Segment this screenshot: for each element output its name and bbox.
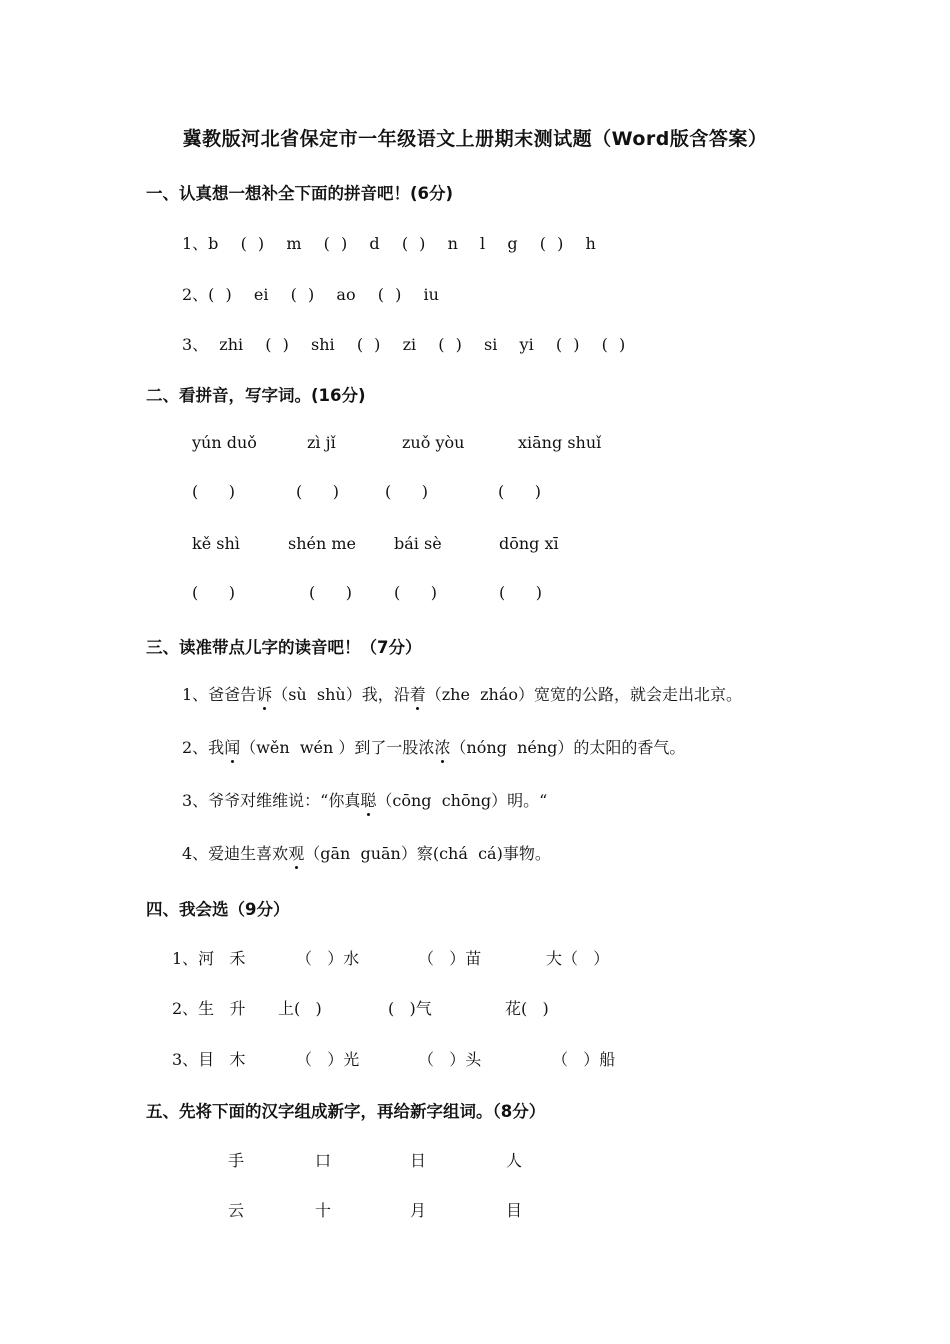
s4-row-3-blank: （ ）头 (418, 1050, 482, 1069)
answer-blank: ( ) (385, 482, 428, 501)
s5-char: 口 (315, 1151, 332, 1170)
s5-char: 云 (228, 1201, 245, 1220)
s5-char: 十 (315, 1201, 332, 1220)
section-2-heading: 二、看拼音，写字词。(16分) (146, 386, 366, 405)
s3-row-1: 1、爸爸告诉（sù shù）我，沿着（zhe zháo）宽宽的公路，就会走出北京。 (182, 682, 742, 705)
dotted-char: 着 (410, 682, 426, 705)
s3-row-4: 4、爱迪生喜欢观（gān guān）察(chá cá)事物。 (182, 841, 551, 864)
s4-row-3-chars: 3、目 木 (172, 1050, 246, 1069)
pinyin-zi-ji: zì jǐ (307, 433, 336, 452)
s4-row-1-blank: （ ）苗 (418, 949, 482, 968)
answer-blank: ( ) (296, 482, 339, 501)
answer-blank: ( ) (499, 583, 542, 602)
s5-char: 日 (410, 1151, 427, 1170)
s1-row-2: 2、( ) ei ( ) ao ( ) iu (182, 285, 439, 304)
pinyin-ke-shi: kě shì (192, 534, 240, 553)
s4-row-3-blank: （ ）光 (296, 1050, 360, 1069)
pinyin-shen-me: shén me (288, 534, 357, 553)
s1-row-3: 3、 zhi ( ) shi ( ) zi ( ) si yi ( ) ( ) (182, 335, 626, 354)
answer-blank: ( ) (309, 583, 352, 602)
s1-row-1: 1、b ( ) m ( ) d ( ) n l g ( ) h (182, 234, 596, 253)
s4-row-2-blank: ( )气 (388, 999, 432, 1018)
s4-row-2-chars: 2、生 升 (172, 999, 246, 1018)
pinyin-dong-xi: dōng xī (499, 534, 559, 553)
s5-char: 人 (506, 1151, 523, 1170)
section-1-heading: 一、认真想一想补全下面的拼音吧！(6分) (146, 184, 454, 203)
dotted-char: 闻 (224, 735, 240, 758)
section-3-heading: 三、读准带点儿字的读音吧！（7分） (146, 638, 422, 657)
s4-row-2-blank: 上( ) (278, 999, 322, 1018)
s3-row-3: 3、爷爷对维维说：“你真聪（cōng chōng）明。“ (182, 788, 547, 811)
s5-char: 目 (506, 1201, 523, 1220)
answer-blank: ( ) (192, 482, 235, 501)
dotted-char: 聪 (360, 788, 376, 811)
document-title: 冀教版河北省保定市一年级语文上册期末测试题（Word版含答案） (182, 128, 768, 150)
answer-blank: ( ) (394, 583, 437, 602)
s4-row-1-blank: （ ）水 (296, 949, 360, 968)
dotted-char: 观 (288, 841, 304, 864)
section-4-heading: 四、我会选（9分） (146, 900, 290, 919)
pinyin-yun-duo: yún duǒ (192, 433, 257, 452)
answer-blank: ( ) (498, 482, 541, 501)
s5-char: 月 (410, 1201, 427, 1220)
s4-row-1-chars: 1、河 禾 (172, 949, 246, 968)
s5-char: 手 (228, 1151, 245, 1170)
pinyin-xiang-shui: xiāng shuǐ (518, 433, 602, 452)
dotted-char: 诉 (256, 682, 272, 705)
dotted-char: 浓 (434, 735, 450, 758)
pinyin-bai-se: bái sè (394, 534, 442, 553)
pinyin-zuo-you: zuǒ yòu (402, 433, 465, 452)
answer-blank: ( ) (192, 583, 235, 602)
s4-row-1-blank: 大（ ） (546, 949, 610, 968)
section-5-heading: 五、先将下面的汉字组成新字，再给新字组词。（8分） (146, 1102, 546, 1121)
s4-row-3-blank: （ ）船 (552, 1050, 616, 1069)
s3-row-2: 2、我闻（wěn wén ）到了一股浓浓（nóng néng）的太阳的香气。 (182, 735, 685, 758)
s4-row-2-blank: 花( ) (505, 999, 549, 1018)
